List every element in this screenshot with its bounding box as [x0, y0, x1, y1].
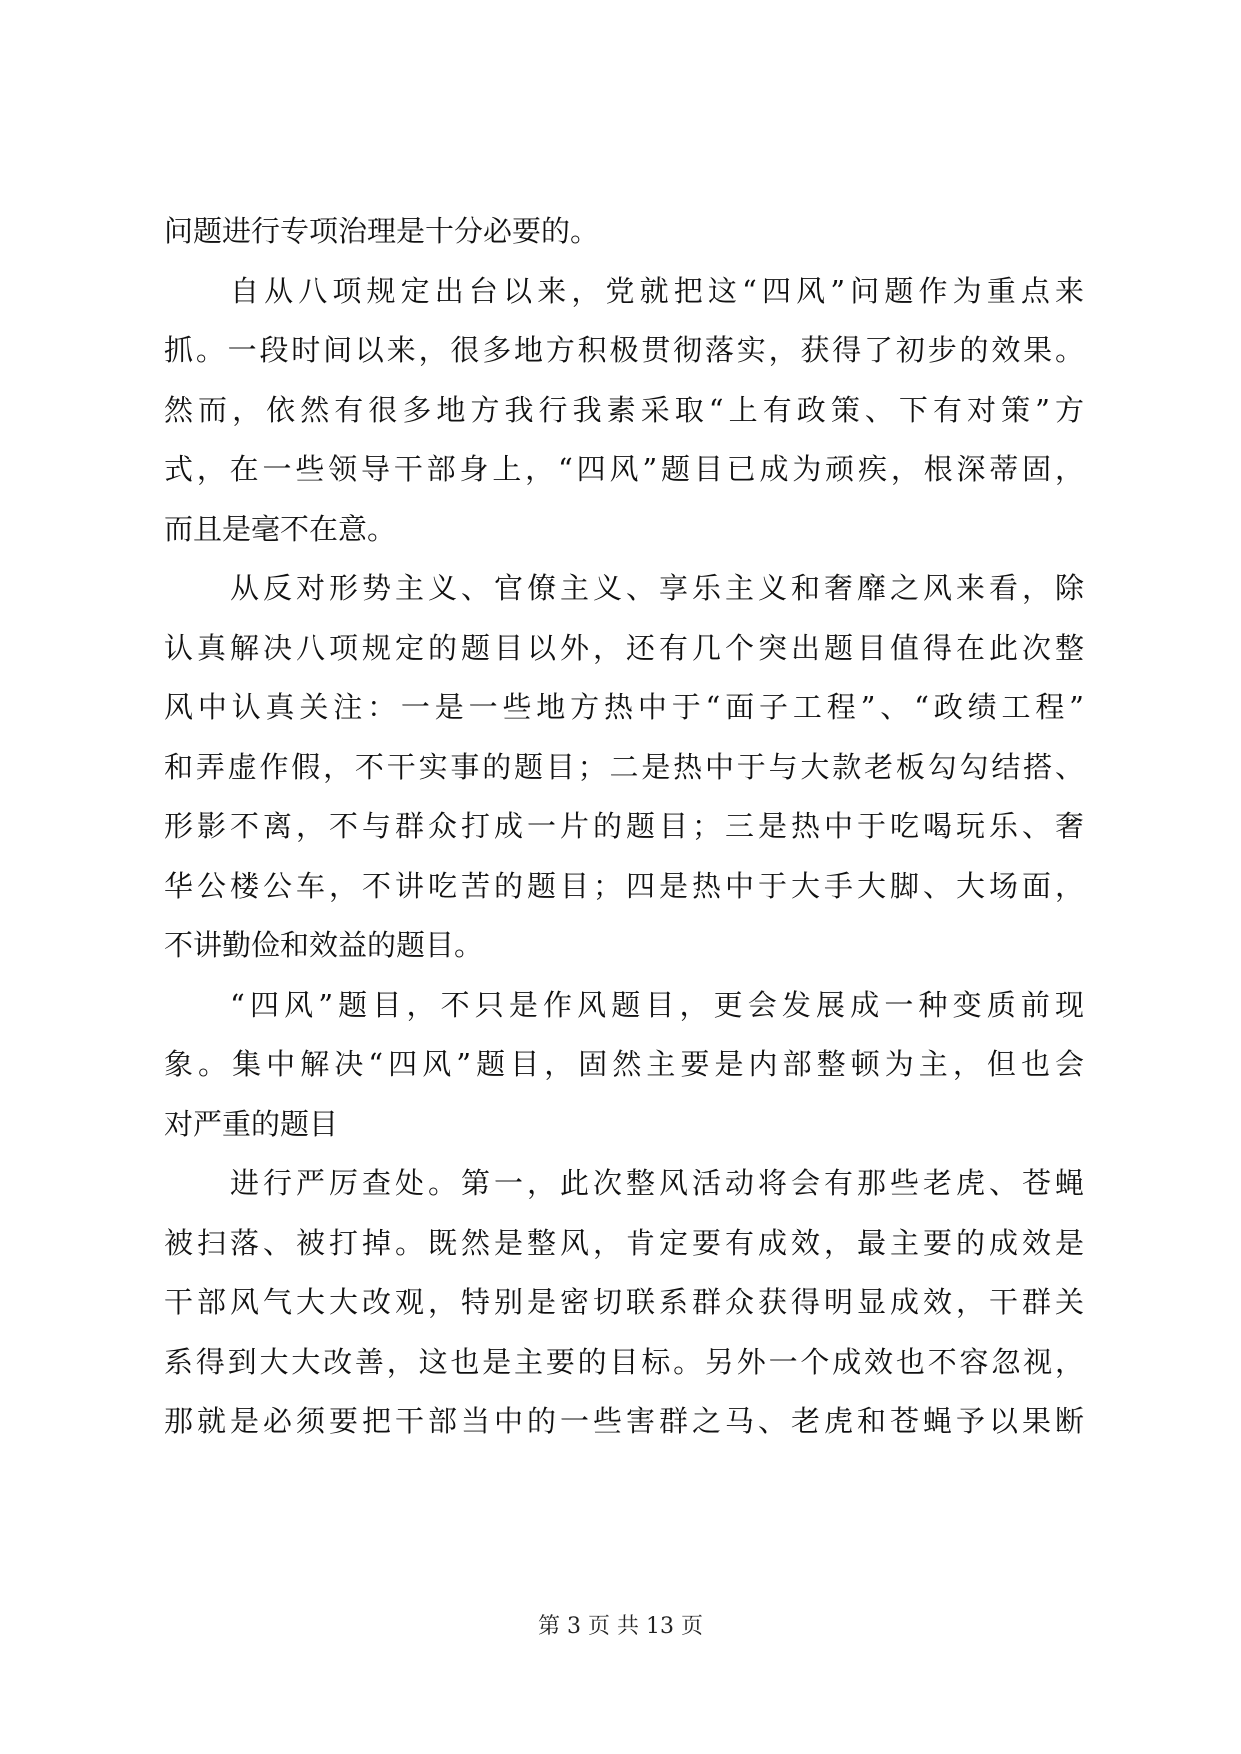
text-line: 象。集中解决“四风”题目，固然主要是内部整顿为主，但也会 [164, 1047, 1084, 1081]
text-line: 然而，依然有很多地方我行我素采取“上有政策、下有对策”方 [164, 392, 1084, 427]
text-line: 而且是毫不在意。 [164, 511, 397, 546]
text-line: 干部风气大大改观，特别是密切联系群众获得明显成效，干群关 [164, 1285, 1084, 1319]
text-line: 进行严厉查处。第一，此次整风活动将会有那些老虎、苍蝇 [230, 1166, 1084, 1200]
text-line: 那就是必须要把干部当中的一些害群之马、老虎和苍蝇予以果断 [164, 1404, 1084, 1438]
text-line: 形影不离，不与群众打成一片的题目；三是热中于吃喝玩乐、奢 [164, 809, 1084, 843]
text-line: 被扫落、被打掉。既然是整风，肯定要有成效，最主要的成效是 [164, 1225, 1084, 1260]
text-line: 抓。一段时间以来，很多地方积极贯彻落实，获得了初步的效果。 [164, 333, 1084, 367]
text-line: 和弄虚作假，不干实事的题目；二是热中于与大款老板勾勾结搭、 [164, 749, 1084, 784]
text-line: 系得到大大改善，这也是主要的目标。另外一个成效也不容忽视， [164, 1344, 1084, 1379]
text-line: 不讲勤俭和效益的题目。 [164, 928, 484, 962]
body-text [164, 202, 1084, 1452]
text-line: 从反对形势主义、官僚主义、享乐主义和奢靡之风来看，除 [230, 571, 1084, 605]
text-line: 自从八项规定出台以来，党就把这“四风”问题作为重点来 [230, 273, 1084, 308]
text-line: “四风”题目，不只是作风题目，更会发展成一种变质前现 [230, 987, 1084, 1022]
text-line: 风中认真关注：一是一些地方热中于“面子工程”、“政绩工程” [164, 690, 1084, 724]
text-line: 认真解决八项规定的题目以外，还有几个突出题目值得在此次整 [164, 630, 1084, 665]
page-number-footer: 第 3 页 共 13 页 [538, 1614, 703, 1639]
text-line: 问题进行专项治理是十分必要的。 [164, 214, 600, 248]
text-line: 式，在一些领导干部身上，“四风”题目已成为顽疾，根深蒂固， [164, 452, 1084, 486]
text-line: 对严重的题目 [164, 1106, 339, 1141]
text-line: 华公楼公车，不讲吃苦的题目；四是热中于大手大脚、大场面， [164, 868, 1084, 903]
